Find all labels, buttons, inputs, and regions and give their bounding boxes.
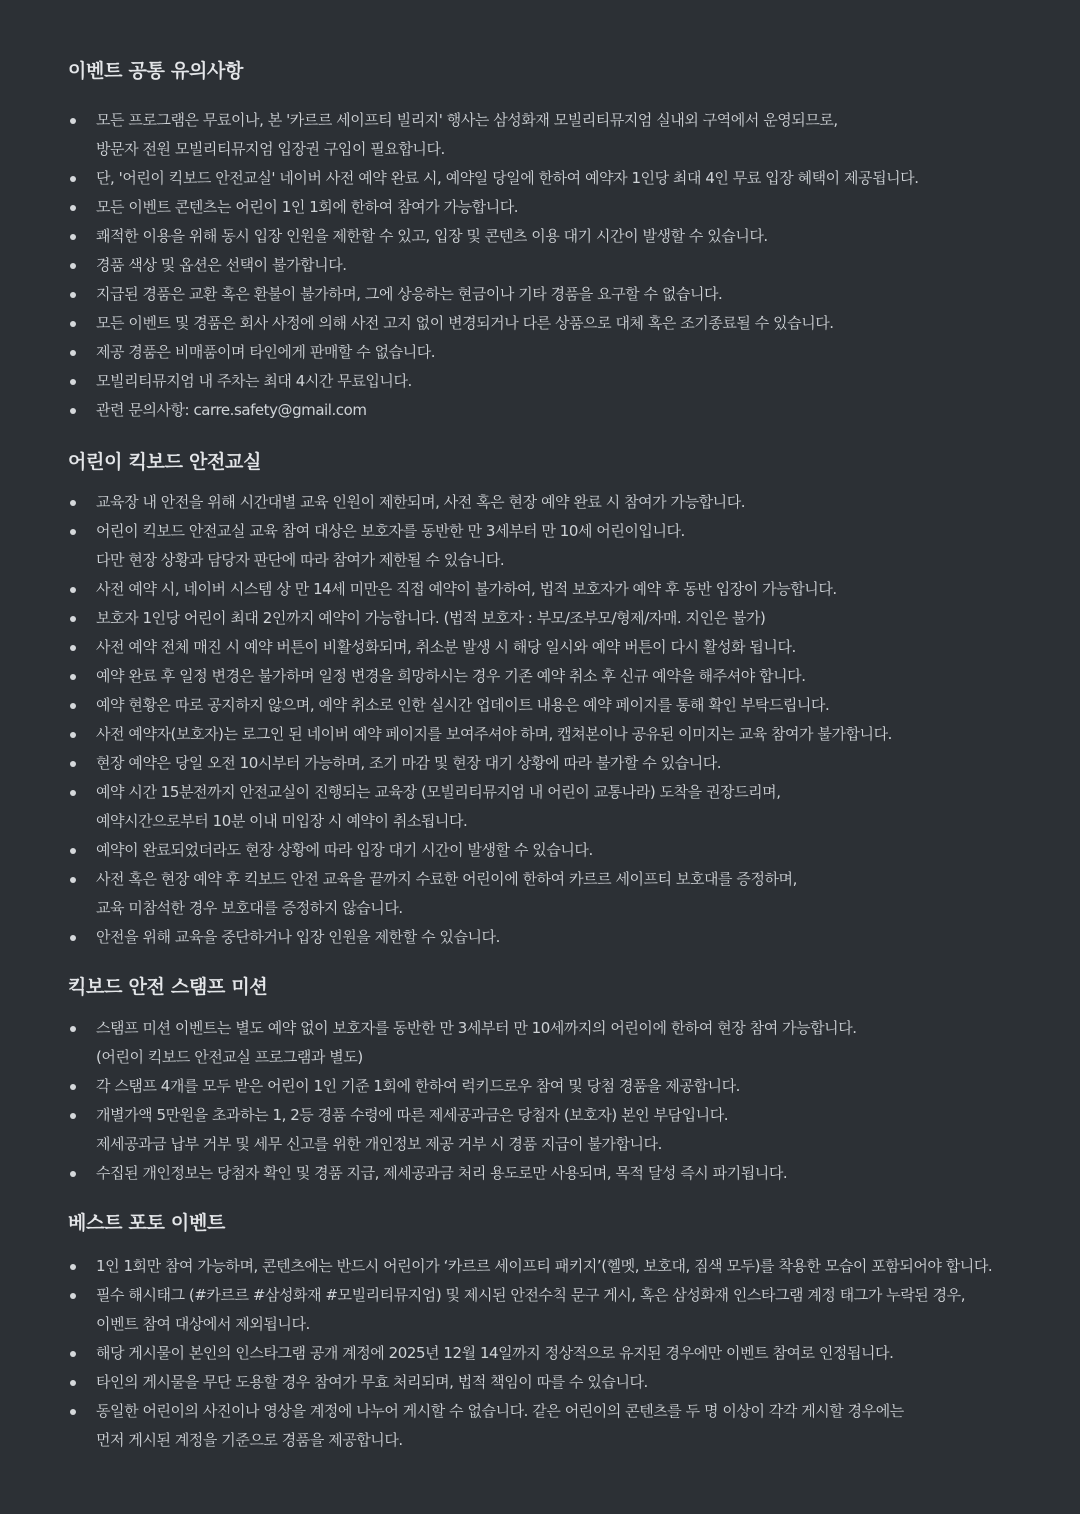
item-text: 수집된 개인정보는 당첨자 확인 및 경품 지급, 제세공과금 처리 용도로만 사용되며, 목적 달성 즉시 파기됩니다. xyxy=(96,1164,788,1182)
item-text: 지급된 경품은 교환 혹은 환불이 불가하며, 그에 상응하는 현금이나 기타 경품을 요구할 수 없습니다. xyxy=(96,285,723,303)
bullet-icon xyxy=(70,1084,76,1090)
list-item xyxy=(68,106,919,164)
bullet-icon xyxy=(70,350,76,356)
list-item xyxy=(68,1159,857,1188)
list-item xyxy=(68,222,919,251)
bullet-icon xyxy=(70,176,76,182)
bullet-icon xyxy=(70,1293,76,1299)
notice-list xyxy=(68,1014,857,1188)
list-item xyxy=(68,1014,857,1072)
item-text: 예약 완료 후 일정 변경은 불가하며 일정 변경을 희망하시는 경우 기존 예약 취소 후 신규 예약을 해주셔야 합니다. xyxy=(96,667,806,685)
list-item xyxy=(68,488,892,517)
item-text: 다만 현장 상황과 담당자 판단에 따라 참여가 제한될 수 있습니다. xyxy=(96,551,505,569)
item-text: 모빌리티뮤지엄 내 주차는 최대 4시간 무료입니다. xyxy=(96,372,412,390)
item-text: 관련 문의사항: carre.safety@gmail.com xyxy=(96,401,367,419)
item-text: 해당 게시물이 본인의 인스타그램 공개 계정에 2025년 12월 14일까지 정상적으로 유지된 경우에만 이벤트 참여로 인정됩니다. xyxy=(96,1344,894,1362)
list-item xyxy=(68,662,892,691)
item-text: 쾌적한 이용을 위해 동시 입장 인원을 제한할 수 있고, 입장 및 콘텐츠 이용 대기 시간이 발생할 수 있습니다. xyxy=(96,227,768,245)
item-text: 제세공과금 납부 거부 및 세무 신고를 위한 개인정보 제공 거부 시 경품 지급이 불가합니다. xyxy=(96,1135,662,1153)
bullet-icon xyxy=(70,877,76,883)
item-text: 이벤트 참여 대상에서 제외됩니다. xyxy=(96,1315,310,1333)
section-common-notice xyxy=(68,58,1058,419)
section-best-photo xyxy=(68,1210,1058,1449)
item-text: 현장 예약은 당일 오전 10시부터 가능하며, 조기 마감 및 현장 대기 상황에 따라 불가할 수 있습니다. xyxy=(96,754,722,772)
section-title: 베스트 포토 이벤트 xyxy=(68,1212,226,1234)
bullet-icon xyxy=(70,529,76,535)
bullet-icon xyxy=(70,118,76,124)
item-text: 스탬프 미션 이벤트는 별도 예약 없이 보호자를 동반한 만 3세부터 만 10세까지의 어린이에 한하여 현장 참여 가능합니다. xyxy=(96,1019,857,1037)
item-text: 1인 1회만 참여 가능하며, 콘텐츠에는 반드시 어린이가 ‘카르르 세이프티 패키지’(헬멧, 보호대, 짐색 모두)를 착용한 모습이 포함되어야 합니다. xyxy=(96,1257,993,1275)
item-text: 방문자 전원 모빌리티뮤지엄 입장권 구입이 필요합니다. xyxy=(96,140,445,158)
item-text: 사전 예약 시, 네이버 시스템 상 만 14세 미만은 직접 예약이 불가하여, 법적 보호자가 예약 후 동반 입장이 가능합니다. xyxy=(96,580,837,598)
bullet-icon xyxy=(70,234,76,240)
item-text: 경품 색상 및 옵션은 선택이 불가합니다. xyxy=(96,256,347,274)
bullet-icon xyxy=(70,587,76,593)
bullet-icon xyxy=(70,1171,76,1177)
list-item xyxy=(68,280,919,309)
bullet-icon xyxy=(70,616,76,622)
item-text: 예약이 완료되었더라도 현장 상황에 따라 입장 대기 시간이 발생할 수 있습니다. xyxy=(96,841,593,859)
item-text: 모든 프로그램은 무료이나, 본 '카르르 세이프티 빌리지' 행사는 삼성화재 모빌리티뮤지엄 실내외 구역에서 운영되므로, xyxy=(96,111,838,129)
section-title: 이벤트 공통 유의사항 xyxy=(68,60,244,82)
item-text: 모든 이벤트 콘텐츠는 어린이 1인 1회에 한하여 참여가 가능합니다. xyxy=(96,198,519,216)
list-item xyxy=(68,309,919,338)
list-item xyxy=(68,575,892,604)
notice-list xyxy=(68,488,892,952)
item-text: 개별가액 5만원을 초과하는 1, 2등 경품 수령에 따른 제세공과금은 당첨자 (보호자) 본인 부담입니다. xyxy=(96,1106,729,1124)
list-item xyxy=(68,396,919,425)
bullet-icon xyxy=(70,263,76,269)
bullet-icon xyxy=(70,732,76,738)
item-text: 단, '어린이 킥보드 안전교실' 네이버 사전 예약 완료 시, 예약일 당일에 한하여 예약자 1인당 최대 4인 무료 입장 혜택이 제공됩니다. xyxy=(96,169,919,187)
item-text: 교육장 내 안전을 위해 시간대별 교육 인원이 제한되며, 사전 혹은 현장 예약 완료 시 참여가 가능합니다. xyxy=(96,493,746,511)
bullet-icon xyxy=(70,761,76,767)
bullet-icon xyxy=(70,205,76,211)
bullet-icon xyxy=(70,500,76,506)
item-text: 예약 시간 15분전까지 안전교실이 진행되는 교육장 (모빌리티뮤지엄 내 어린이 교통나라) 도착을 권장드리며, xyxy=(96,783,781,801)
item-text: 사전 예약자(보호자)는 로그인 된 네이버 예약 페이지를 보여주셔야 하며, 캡쳐본이나 공유된 이미지는 교육 참여가 불가합니다. xyxy=(96,725,892,743)
bullet-icon xyxy=(70,1409,76,1415)
list-item xyxy=(68,338,919,367)
item-text: 제공 경품은 비매품이며 타인에게 판매할 수 없습니다. xyxy=(96,343,436,361)
item-text: 예약시간으로부터 10분 이내 미입장 시 예약이 취소됩니다. xyxy=(96,812,468,830)
bullet-icon xyxy=(70,935,76,941)
section-title: 어린이 킥보드 안전교실 xyxy=(68,451,262,473)
section-kickboard-class xyxy=(68,449,1058,946)
item-text: 안전을 위해 교육을 중단하거나 입장 인원을 제한할 수 있습니다. xyxy=(96,928,500,946)
list-item xyxy=(68,251,919,280)
section-stamp-mission xyxy=(68,974,1058,1182)
item-text: 타인의 게시물을 무단 도용할 경우 참여가 무효 처리되며, 법적 책임이 따를 수 있습니다. xyxy=(96,1373,648,1391)
list-item xyxy=(68,164,919,193)
list-item xyxy=(68,1397,992,1455)
item-text: 필수 해시태그 (#카르르 #삼성화재 #모빌리티뮤지엄) 및 제시된 안전수칙 문구 게시, 혹은 삼성화재 인스타그램 계정 태그가 누락된 경우, xyxy=(96,1286,966,1304)
list-item xyxy=(68,836,892,865)
list-item xyxy=(68,604,892,633)
item-text: 교육 미참석한 경우 보호대를 증정하지 않습니다. xyxy=(96,899,403,917)
item-text: 예약 현황은 따로 공지하지 않으며, 예약 취소로 인한 실시간 업데이트 내용은 예약 페이지를 통해 확인 부탁드립니다. xyxy=(96,696,830,714)
list-item xyxy=(68,749,892,778)
bullet-icon xyxy=(70,703,76,709)
notice-list xyxy=(68,106,919,425)
item-text: 사전 예약 전체 매진 시 예약 버튼이 비활성화되며, 취소분 발생 시 해당 일시와 예약 버튼이 다시 활성화 됩니다. xyxy=(96,638,796,656)
list-item xyxy=(68,720,892,749)
bullet-icon xyxy=(70,790,76,796)
list-item xyxy=(68,1339,992,1368)
section-title: 킥보드 안전 스탬프 미션 xyxy=(68,976,268,998)
item-text: 모든 이벤트 및 경품은 회사 사정에 의해 사전 고지 없이 변경되거나 다른 상품으로 대체 혹은 조기종료될 수 있습니다. xyxy=(96,314,834,332)
item-text: 보호자 1인당 어린이 최대 2인까지 예약이 가능합니다. (법적 보호자 : 부모/조부모/형제/자매. 지인은 불가) xyxy=(96,609,766,627)
bullet-icon xyxy=(70,321,76,327)
bullet-icon xyxy=(70,379,76,385)
list-item xyxy=(68,1281,992,1339)
bullet-icon xyxy=(70,292,76,298)
bullet-icon xyxy=(70,848,76,854)
list-item xyxy=(68,1072,857,1101)
list-item xyxy=(68,1252,992,1281)
list-item xyxy=(68,691,892,720)
item-text: (어린이 킥보드 안전교실 프로그램과 별도) xyxy=(96,1048,363,1066)
bullet-icon xyxy=(70,408,76,414)
item-text: 사전 혹은 현장 예약 후 킥보드 안전 교육을 끝까지 수료한 어린이에 한하여 카르르 세이프티 보호대를 증정하며, xyxy=(96,870,797,888)
item-text: 동일한 어린이의 사진이나 영상을 계정에 나누어 게시할 수 없습니다. 같은 어린이의 콘텐츠를 두 명 이상이 각각 게시할 경우에는 xyxy=(96,1402,904,1420)
list-item xyxy=(68,1368,992,1397)
item-text: 먼저 게시된 계정을 기준으로 경품을 제공합니다. xyxy=(96,1431,403,1449)
bullet-icon xyxy=(70,1380,76,1386)
list-item xyxy=(68,1101,857,1159)
bullet-icon xyxy=(70,674,76,680)
bullet-icon xyxy=(70,645,76,651)
item-text: 각 스탬프 4개를 모두 받은 어린이 1인 기준 1회에 한하여 럭키드로우 참여 및 당첨 경품을 제공합니다. xyxy=(96,1077,740,1095)
bullet-icon xyxy=(70,1264,76,1270)
bullet-icon xyxy=(70,1026,76,1032)
list-item xyxy=(68,367,919,396)
item-text: 어린이 킥보드 안전교실 교육 참여 대상은 보호자를 동반한 만 3세부터 만 10세 어린이입니다. xyxy=(96,522,685,540)
list-item xyxy=(68,517,892,575)
bullet-icon xyxy=(70,1113,76,1119)
notice-list xyxy=(68,1252,992,1455)
list-item xyxy=(68,865,892,923)
bullet-icon xyxy=(70,1351,76,1357)
list-item xyxy=(68,633,892,662)
list-item xyxy=(68,193,919,222)
list-item xyxy=(68,778,892,836)
list-item xyxy=(68,923,892,952)
